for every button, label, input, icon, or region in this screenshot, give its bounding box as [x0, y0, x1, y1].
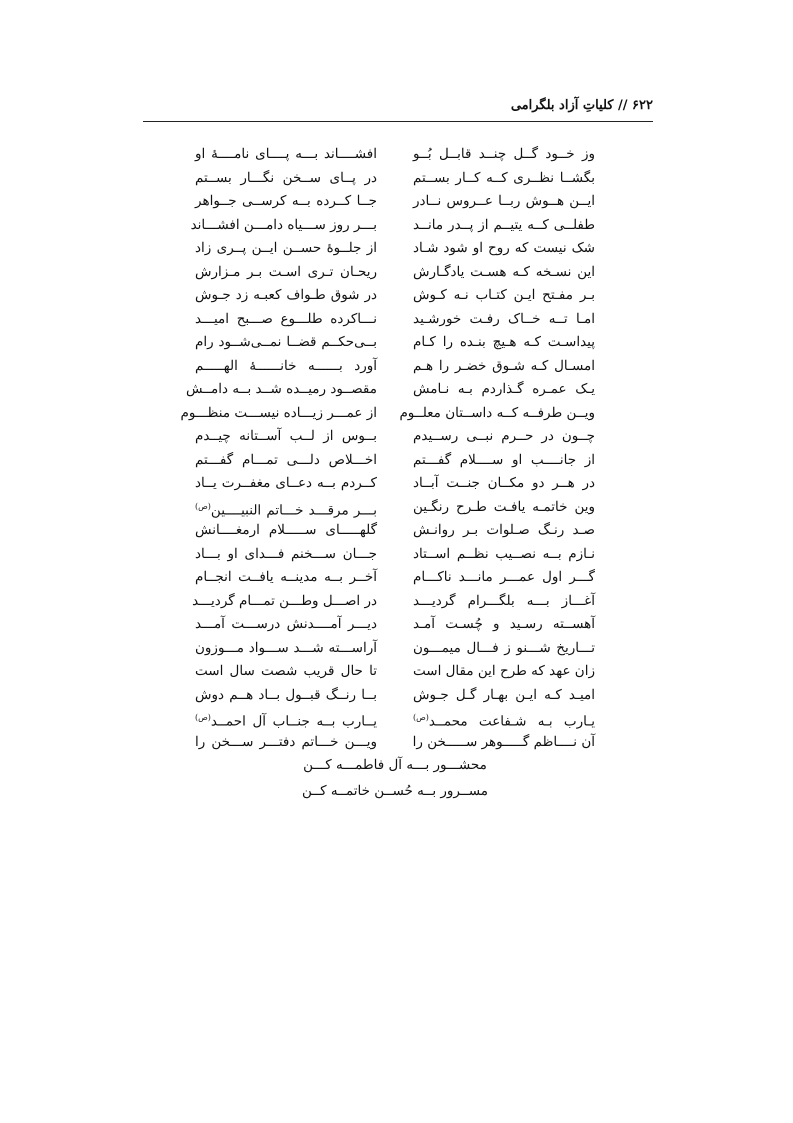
- header-title: ۶۲۲ // کلیاتِ آزاد بلگرامی: [510, 98, 653, 113]
- hemistich-text: در اصـــل وطـــن تمـــام گردیـــد: [192, 592, 377, 609]
- hemistich-first: [413, 497, 595, 517]
- couplet: [192, 591, 595, 615]
- hemistich-second: [195, 685, 377, 705]
- hemistich-first: [413, 708, 595, 732]
- hemistich-second: [195, 614, 377, 634]
- hemistich-text: ویــن طرفــه کــه داســتان معلــوم: [399, 404, 595, 421]
- hemistich-text: نـازم بــه نصــیب نظــم اســتاد: [413, 545, 595, 562]
- hemistich-second: [195, 732, 377, 752]
- couplet-list: [180, 144, 595, 755]
- hemistich-text: بـــر روز ســـیاه دامـــن افشـــاند: [190, 216, 377, 233]
- couplet: [195, 567, 595, 591]
- hemistich-first: [413, 356, 595, 376]
- hemistich-text: آن نــــاظم گـــــوهر ســـــخن را: [412, 733, 595, 750]
- poem-body: [180, 144, 595, 807]
- hemistich-second: [195, 544, 377, 564]
- couplet: [195, 544, 595, 568]
- couplet: [195, 497, 595, 521]
- couplet: [195, 332, 595, 356]
- hemistich-second: [195, 708, 377, 732]
- hemistich-text: طفلــی کــه یتیــم از پــدر مانــد: [413, 216, 595, 233]
- couplet: [195, 285, 595, 309]
- couplet: [185, 379, 595, 403]
- hemistich-text: پیداسـت کـه هـیچ بنـده را کـام: [413, 334, 595, 350]
- hemistich-text: جـــان ســـخنم فـــدای او بـــاد: [195, 545, 377, 562]
- hemistich-text: آغـــاز بـــه بلگـــرام گردیـــد: [413, 592, 595, 609]
- closing-couplet: [195, 755, 595, 807]
- hemistich-text: صـد رنـگ صـلوات بـر روانـش: [413, 522, 595, 538]
- hemistich-first: [413, 732, 595, 752]
- couplet: [195, 309, 595, 333]
- couplet: [195, 732, 595, 756]
- hemistich-second: [195, 638, 377, 658]
- hemistich-first: [413, 332, 595, 352]
- hemistich-first: [413, 215, 595, 235]
- hemistich-text: تا حال قریب شصت سال است: [195, 663, 377, 679]
- couplet: [195, 708, 595, 732]
- hemistich-text: وین خاتمـه یافـت طـرح رنگـین: [413, 498, 595, 515]
- hemistich-text: در هــر دو مکــان جنــت آبــاد: [413, 475, 595, 491]
- hemistich-second: [195, 309, 377, 329]
- hemistich-first: [413, 450, 595, 470]
- hemistich-first: [413, 379, 595, 399]
- hemistich-text: ریحـان تـری اسـت بـر مـزارش: [195, 263, 377, 280]
- hemistich-second: [195, 238, 377, 258]
- hemistich-text: افشــــاند بـــه پــــای نامــــهٔ او: [195, 146, 377, 162]
- couplet: [195, 614, 595, 638]
- hemistich-first: [413, 661, 595, 681]
- hemistich-second: [185, 379, 377, 399]
- hemistich-text: بــی‌حکــم قضــا نمــی‌شــود رام: [195, 334, 377, 350]
- couplet: [195, 661, 595, 685]
- couplet: [195, 262, 595, 286]
- couplet: [195, 191, 595, 215]
- hemistich-text: امـا تــه خــاک رفـت خورشـید: [413, 310, 595, 327]
- hemistich-text: آهســته رسـید و چُسـت آمـد: [413, 616, 595, 632]
- couplet: [195, 238, 595, 262]
- honorific-mark: (ص): [195, 501, 211, 511]
- hemistich-second: [195, 567, 377, 587]
- couplet: [195, 168, 595, 192]
- hemistich-text: نـــاکرده طلـــوع صـــبح امیـــد: [195, 310, 377, 327]
- hemistich-first: [413, 285, 595, 305]
- hemistich-text: چــون در حــرم نبــی رســیدم: [413, 428, 595, 444]
- hemistich-second: [180, 403, 377, 423]
- couplet: [195, 356, 595, 380]
- hemistich-first: [399, 403, 595, 423]
- hemistich-second: [195, 168, 377, 188]
- hemistich-first: [413, 309, 595, 329]
- hemistich-first: [413, 191, 595, 211]
- running-header: [143, 96, 653, 122]
- hemistich-first: [413, 426, 595, 446]
- hemistich-text: بــوس از لــب آســتانه چیــدم: [195, 428, 377, 444]
- hemistich-text: دیـــر آمــــدنش درســـت آمـــد: [195, 616, 377, 632]
- hemistich-text: در پــای ســخن نگـــار بســتم: [195, 169, 377, 186]
- couplet: [195, 685, 595, 709]
- hemistich-text: گلهـــــای ســـــلام ارمغــــانش: [195, 522, 377, 538]
- hemistich-first: [413, 685, 595, 705]
- hemistich-second: [195, 332, 377, 352]
- hemistich-second: [195, 661, 377, 681]
- hemistich-text: ویـــن خـــاتم دفتـــر ســـخن را: [195, 733, 377, 750]
- hemistich-text: آخــر بــه مدینــه یافــت انجــام: [195, 569, 377, 585]
- hemistich-first: [413, 144, 595, 164]
- honorific-mark: (ص): [195, 713, 211, 722]
- hemistich-text: در شوق طـواف کعبـه زد جـوش: [195, 287, 377, 303]
- hemistich-first: [413, 520, 595, 540]
- hemistich-second: [195, 285, 377, 305]
- hemistich-text: اخـــلاص دلـــی تمـــام گفـــتم: [195, 451, 377, 468]
- hemistich-first: [413, 567, 595, 587]
- hemistich-second: [192, 591, 377, 611]
- closing-line: مســرور بــه حُســن خاتمــه کــن: [301, 783, 489, 799]
- couplet: [195, 426, 595, 450]
- hemistich-first: [413, 591, 595, 611]
- hemistich-text: از جانــــب او ســــلام گفـــتم: [413, 451, 595, 468]
- hemistich-text: تـــاریخ شـــنو ز فـــال میمـــون: [413, 639, 595, 656]
- closing-line: محشـــور بـــه آل فاطمـــه کـــن: [303, 757, 487, 773]
- hemistich-text: بگشــا نظــری کــه کــار بســتم: [413, 169, 595, 186]
- hemistich-first: [413, 473, 595, 493]
- hemistich-text: یـارب بـه شـفاعت محمــد: [428, 713, 595, 730]
- hemistich-second: [195, 520, 377, 540]
- hemistich-second: [195, 356, 377, 376]
- hemistich-text: کــردم بــه دعــای مغفــرت یــاد: [195, 475, 377, 491]
- couplet: [195, 450, 595, 474]
- couplet: [190, 215, 595, 239]
- honorific-mark: (ص): [413, 713, 429, 722]
- hemistich-second: [195, 191, 377, 211]
- hemistich-text: بـــر مرقـــد خـــاتم النبیــــین: [210, 502, 377, 518]
- hemistich-text: مقصــود رمیــده شــد بــه دامــش: [185, 381, 377, 397]
- hemistich-text: بــا رنــگ قبــول بــاد هــم دوش: [195, 686, 377, 703]
- hemistich-text: جــا کــرده بــه کرســی جــواهر: [195, 193, 377, 209]
- hemistich-second: [195, 144, 377, 164]
- hemistich-first: [413, 168, 595, 188]
- hemistich-text: شک نیست که روح او شود شـاد: [413, 240, 595, 256]
- hemistich-first: [413, 638, 595, 658]
- hemistich-first: [413, 238, 595, 258]
- hemistich-second: [195, 473, 377, 493]
- hemistich-text: این نسـخه کـه هسـت یادگـارش: [413, 263, 595, 280]
- hemistich-text: امیـد کـه ایـن بهـار گـل جـوش: [413, 686, 595, 703]
- hemistich-second: [195, 497, 377, 521]
- couplet: [195, 473, 595, 497]
- couplet: [195, 520, 595, 544]
- couplet: [195, 638, 595, 662]
- hemistich-second: [195, 450, 377, 470]
- hemistich-second: [195, 262, 377, 282]
- hemistich-first: [413, 544, 595, 564]
- couplet: [180, 403, 595, 427]
- hemistich-text: آراســـته شـــد ســـواد مـــوزون: [195, 639, 377, 656]
- hemistich-text: امسـال کـه شـوق خضـر را هـم: [413, 357, 595, 374]
- hemistich-text: بـر مفـتح ایـن کتـاب نـه کـوش: [413, 287, 595, 303]
- hemistich-second: [190, 215, 377, 235]
- hemistich-text: ایــن هــوش ربــا عــروس نــادر: [413, 193, 595, 209]
- hemistich-text: وز خــود گــل چنــد قابــل بُــو: [413, 146, 595, 162]
- hemistich-second: [195, 426, 377, 446]
- hemistich-first: [413, 262, 595, 282]
- header-divider: [143, 121, 653, 122]
- hemistich-text: یــارب بــه جنــاب آل احمــد: [210, 713, 377, 730]
- hemistich-text: آورد بــــــه خانــــــهٔ الهـــــم: [195, 357, 377, 374]
- hemistich-text: گـــر اول عمـــر مانـــد ناکـــام: [413, 569, 595, 585]
- couplet: [195, 144, 595, 168]
- hemistich-text: از عمـــر زیـــاده نیســـت منظـــوم: [180, 404, 377, 421]
- hemistich-first: [413, 614, 595, 634]
- hemistich-text: یـک عمـره گـذاردم بـه نـامش: [413, 381, 595, 397]
- hemistich-text: زان عهد که طرح این مقال است: [413, 663, 595, 679]
- hemistich-text: از جلــوهٔ حســن ایــن پــری زاد: [195, 240, 377, 256]
